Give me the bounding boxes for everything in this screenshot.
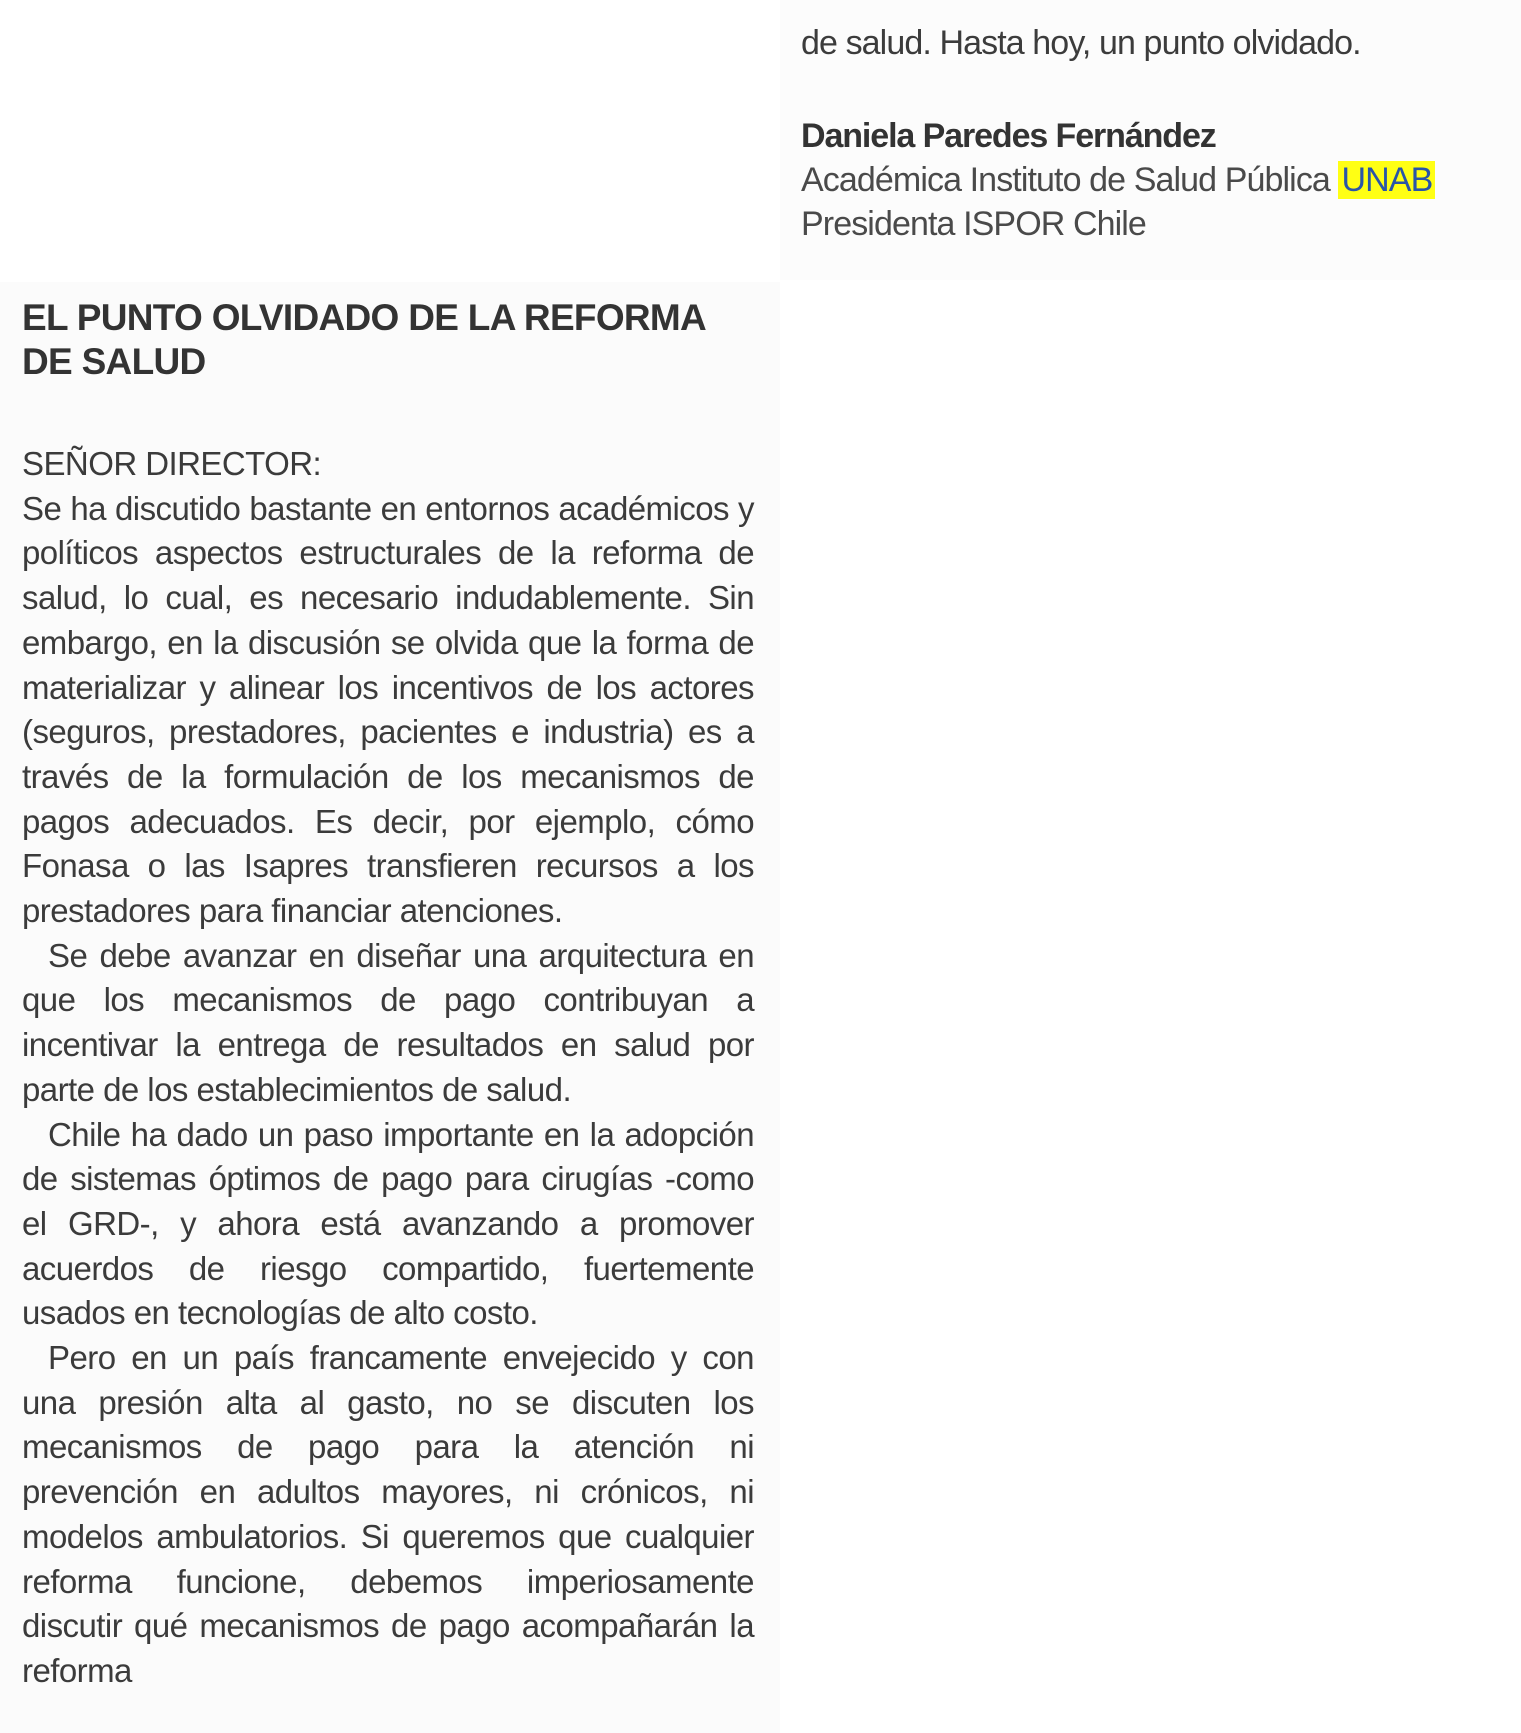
paragraph-1: Se ha discutido bastante en entornos académicos y políticos aspectos estructurales de la reforma de salud, lo cual, es necesario indudablemente. Sin embargo, en la discusión se olvida que la forma de materializar y alinear los incentivos de los actores (seguros, prestadores, pacientes e industria) es a través de la formulación de los mecanismos de pagos adecuados. Es decir, por ejemplo, cómo Fonasa o las Isapres transfieren recursos a los prestadores para financiar atenciones. bbox=[22, 489, 754, 930]
article-title bbox=[22, 296, 762, 384]
article-body bbox=[22, 442, 754, 1694]
author-role-2: Presidenta ISPOR Chile bbox=[801, 205, 1146, 243]
paragraph-2: Se debe avanzar en diseñar una arquitectura en que los mecanismos de pago contribuyan a incentivar la entrega de resultados en salud por parte de los establecimientos de salud. bbox=[22, 936, 754, 1108]
signature-block bbox=[801, 114, 1435, 246]
author-role-line bbox=[801, 158, 1435, 202]
previous-letter-closing-line: de salud. Hasta hoy, un punto olvidado. bbox=[801, 24, 1361, 62]
author-name: Daniela Paredes Fernández bbox=[801, 117, 1216, 155]
author-institution-highlight: UNAB bbox=[1338, 161, 1435, 199]
paragraph-3: Chile ha dado un paso importante en la adopción de sistemas óptimos de pago para cirugías -como el GRD-, y ahora está avanzando a promover acuerdos de riesgo compartido, fuertemente usados en tecnologías de alto costo. bbox=[22, 1115, 754, 1332]
article-title-line-1: EL PUNTO OLVIDADO DE LA REFORMA bbox=[22, 297, 707, 338]
article-title-line-2: DE SALUD bbox=[22, 341, 206, 382]
paragraph-4: Pero en un país francamente envejecido y con una presión alta al gasto, no se discuten los mecanismos de pago para la atención ni prevención en adultos mayores, ni crónicos, ni modelos ambulatorios. Si queremos que cualquier reforma funcione, debemos imperiosamente discutir qué mecanismos de pago acompañarán la reforma bbox=[22, 1339, 754, 1689]
author-role-prefix: Académica Instituto de Salud Pública bbox=[801, 161, 1339, 199]
salutation: SEÑOR DIRECTOR: bbox=[22, 445, 322, 482]
